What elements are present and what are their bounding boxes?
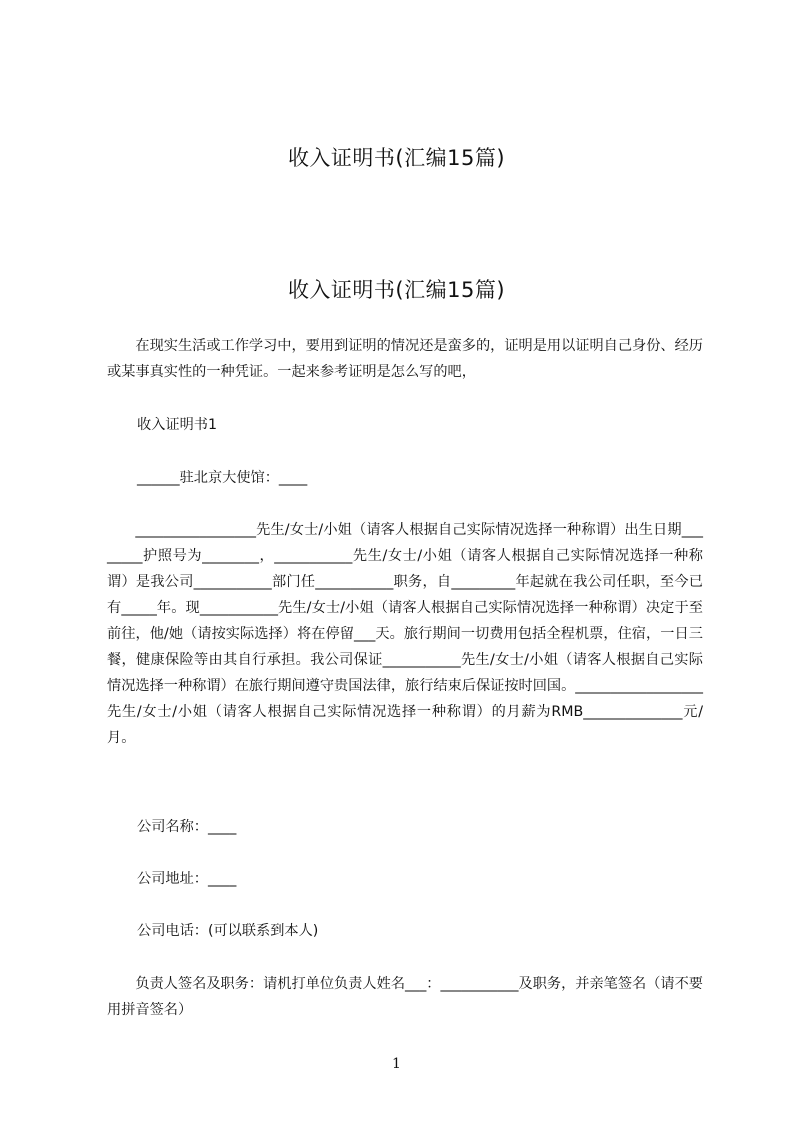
main-block — [107, 517, 703, 751]
section-heading: 收入证明书1 — [137, 417, 217, 433]
signature-block — [107, 971, 703, 1023]
intro-paragraph: 在现实生活或工作学习中，要用到证明的情况还是蛮多的，证明是用以证明自己身份、经历或某事真实性的一种凭证。一起来参考证明是怎么写的吧， — [107, 338, 703, 380]
main-paragraph: _________________先生/女士/小姐（请客人根据自己实际情况选择一种称谓）出生日期________护照号为________，___________先生/女士/小姐（请客人根据自己实际情况选择一种称谓）是我公司___________部门任___________职务，自_________年起就在我公司任职，至今已有_____年。现___________先生/女士/小姐（请客人根据自己实际情况选择一种称谓）决定于至前往，他/她（请按实际选择）将在停留___天。旅行期间一切费用包括全程机票，住宿，一日三餐，健康保险等由其自行承担。我公司保证___________先生/女士/小姐（请客人根据自己实际情况选择一种称谓）在旅行期间遵守贵国法律，旅行结束后保证按时回国。__________________先生/女士/小姐（请客人根据自己实际情况选择一种称谓）的月薪为RMB______________元/月。 — [107, 522, 703, 746]
document-subtitle: 收入证明书(汇编15篇) — [287, 278, 506, 302]
intro-block — [107, 333, 703, 385]
page-number: 1 — [392, 1056, 401, 1072]
signature-paragraph: 负责人签名及职务：请机打单位负责人姓名___：___________及职务，并亲笔签名（请不要用拼音签名） — [107, 976, 703, 1018]
company-address-line: 公司地址：____ — [137, 871, 237, 887]
document-title: 收入证明书(汇编15篇) — [287, 146, 506, 170]
embassy-line: ______驻北京大使馆：____ — [137, 470, 308, 486]
company-name-line: 公司名称：____ — [137, 819, 237, 835]
company-phone-line: 公司电话：(可以联系到本人) — [137, 923, 319, 939]
